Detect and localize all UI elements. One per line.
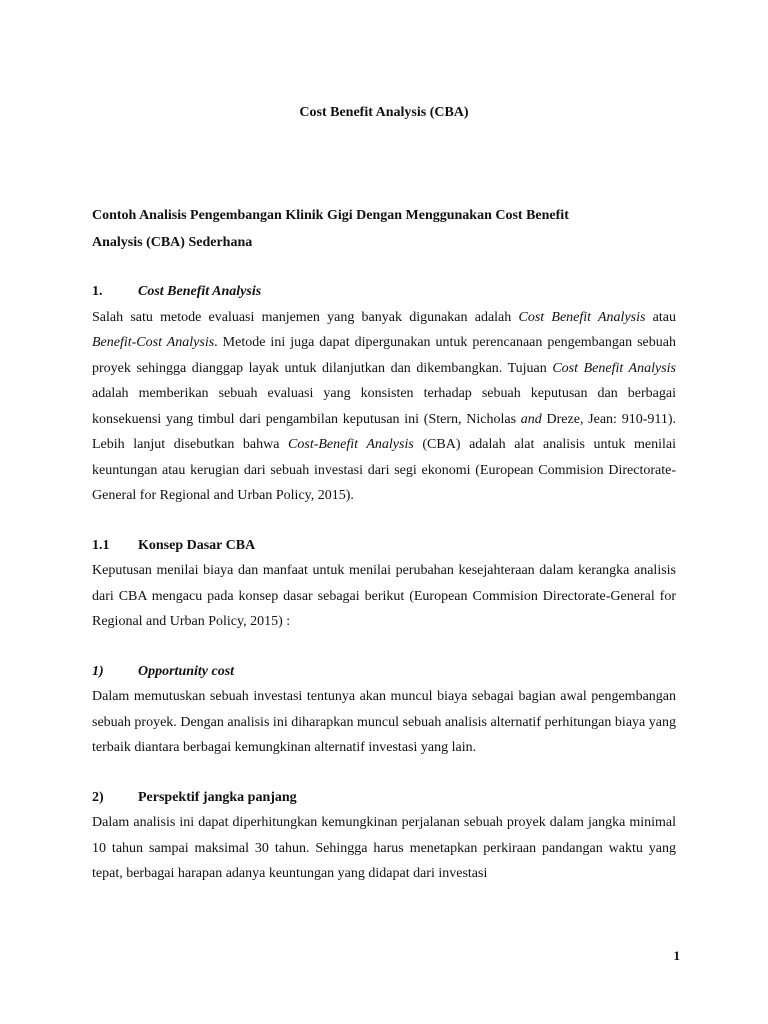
document-title: Cost Benefit Analysis (CBA) <box>299 105 469 120</box>
item-2-paragraph: Dalam analisis ini dapat diperhitungkan kemungkinan perjalanan sebuah proyek dalam jangka minimal 10 tahun sampai maksimal 30 tahun. Sehingga harus menetapkan perkiraan pandangan waktu yang tepat, berbagai harapan adanya keuntungan yang didapat dari investasi <box>92 815 676 881</box>
section-1-1-paragraph: Keputusan menilai biaya dan manfaat untuk menilai perubahan kesejahteraan dalam kerangka analisis dari CBA mengacu pada konsep dasar sebagai berikut (European Commision Directorate-General for Regional and Urban Policy, 2015) : <box>92 563 676 629</box>
section-1-title: Cost Benefit Analysis <box>138 284 262 299</box>
section-1-number: 1. <box>92 284 103 299</box>
item-2-title: Perspektif jangka panjang <box>138 789 297 805</box>
section-1-1-heading <box>92 533 676 559</box>
item-2-number: 2) <box>92 789 104 805</box>
item-1-number: 1) <box>92 663 104 679</box>
item-1-paragraph: Dalam memutuskan sebuah investasi tentunya akan muncul biaya sebagai bagian awal pengembangan sebuah proyek. Dengan analisis ini diharapkan muncul sebuah analisis alternatif perhitungan biaya yang terbaik diantara berbagai kemungkinan alternatif investasi yang lain. <box>92 689 676 755</box>
document-subtitle <box>92 202 676 256</box>
subtitle-line-2: Analysis (CBA) Sederhana <box>92 235 253 250</box>
item-2-heading <box>92 785 676 811</box>
page-number: 1 <box>673 948 680 963</box>
section-1-1-number: 1.1 <box>92 537 110 553</box>
section-1-1-title: Konsep Dasar CBA <box>138 537 256 553</box>
item-1-heading <box>92 659 676 685</box>
section-1-paragraph: Salah satu metode evaluasi manjemen yang banyak digunakan adalah Cost Benefit Analysis atau Benefit-Cost Analysis. Metode ini juga dapat dipergunakan untuk perencanaan pengembangan sebuah proyek sehingga dianggap layak untuk dilanjutkan dan dikembangkan. Tujuan Cost Benefit Analysis adalah memberikan sebuah evaluasi yang konsisten terhadap sebuah keputusan dan berbagai konsekuensi yang timbul dari pengambilan keputusan ini (Stern, Nicholas and Dreze, Jean: 910-911). Lebih lanjut disebutkan bahwa Cost-Benefit Analysis (CBA) adalah alat analisis untuk menilai keuntungan atau kerugian dari sebuah investasi dari segi ekonomi (European Commision Directorate-General for Regional and Urban Policy, 2015). <box>92 309 676 503</box>
item-1-title: Opportunity cost <box>138 663 235 679</box>
section-1-heading <box>92 279 676 305</box>
subtitle-line-1: Contoh Analisis Pengembangan Klinik Gigi Dengan Menggunakan Cost Benefit <box>92 208 569 223</box>
document-body <box>92 202 676 887</box>
